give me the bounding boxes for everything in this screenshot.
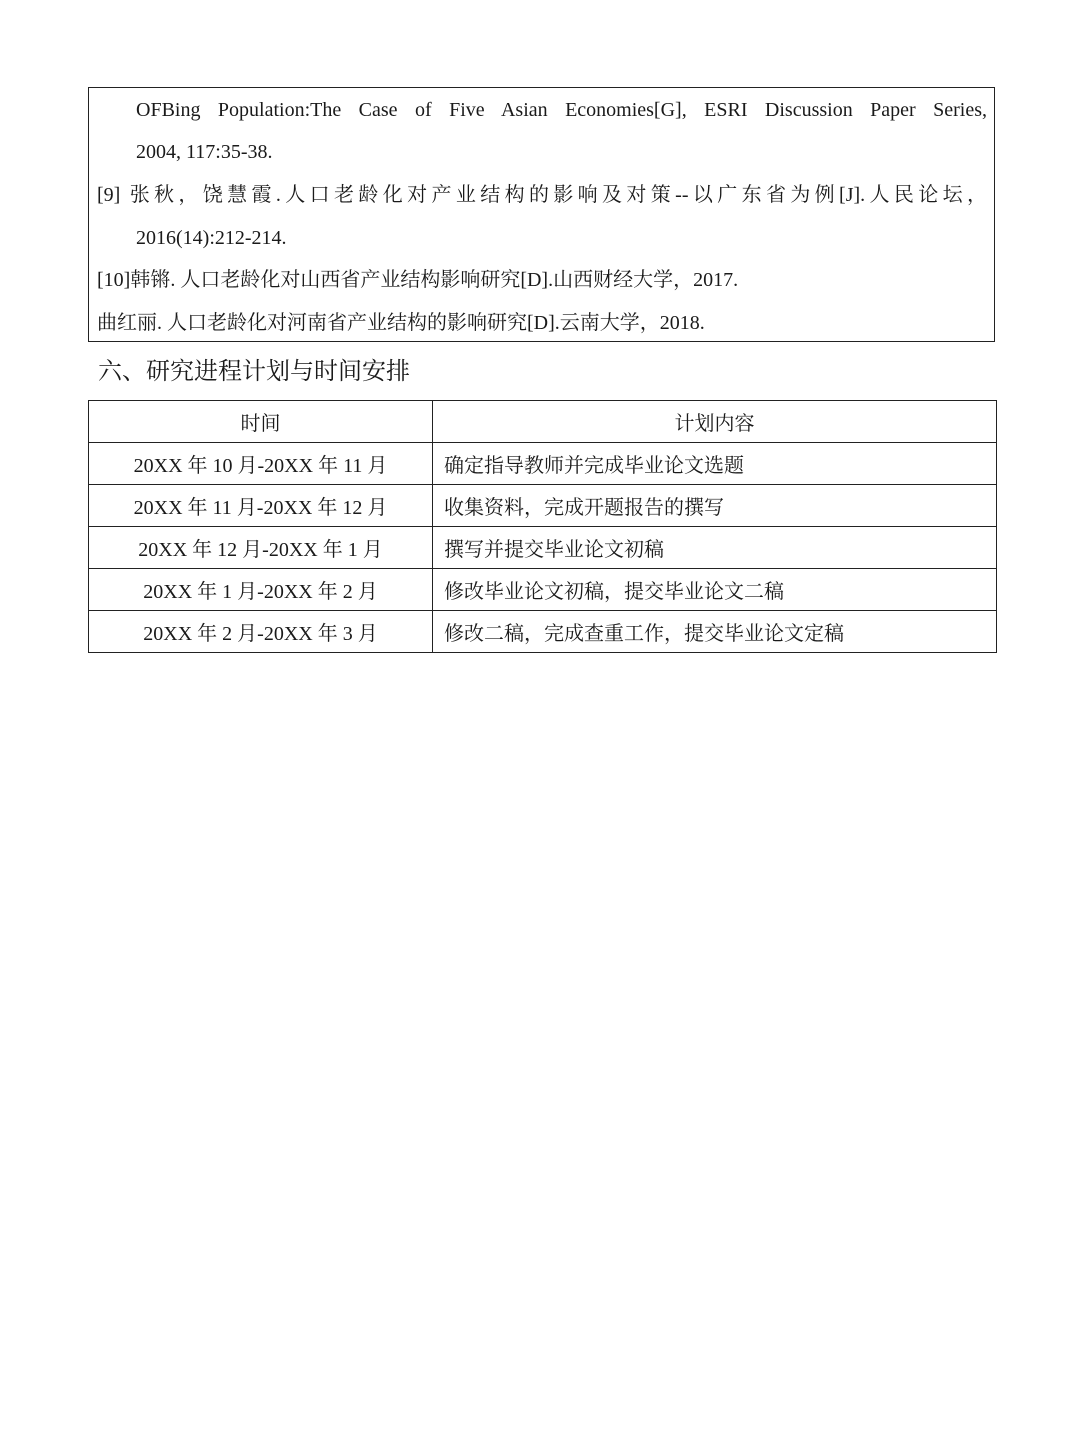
row-plan: 收集资料，完成开题报告的撰写	[433, 485, 997, 527]
reference-line: 曲红丽. 人口老龄化对河南省产业结构的影响研究[D].云南大学，2018.	[97, 312, 705, 334]
header-plan: 计划内容	[433, 401, 997, 443]
row-time: 20XX 年 10 月-20XX 年 11 月	[89, 443, 433, 485]
row-plan: 修改毕业论文初稿，提交毕业论文二稿	[433, 569, 997, 611]
row-plan: 确定指导教师并完成毕业论文选题	[433, 443, 997, 485]
header-time: 时间	[89, 401, 433, 443]
table-header-row	[89, 401, 997, 443]
reference-line: 2016(14):212-214.	[136, 227, 287, 249]
reference-line: OFBing Population:The Case of Five Asian Economies[G], ESRI Discussion Paper Series,	[136, 99, 987, 121]
reference-line: 2004, 117:35-38.	[136, 141, 273, 163]
reference-line: [10]韩锵. 人口老龄化对山西省产业结构影响研究[D].山西财经大学，2017.	[97, 269, 739, 291]
schedule-table	[88, 400, 997, 653]
row-plan: 撰写并提交毕业论文初稿	[433, 527, 997, 569]
row-time: 20XX 年 2 月-20XX 年 3 月	[89, 611, 433, 653]
section-title: 六、研究进程计划与时间安排	[98, 359, 410, 385]
references-box	[88, 87, 995, 342]
table-row	[89, 527, 997, 569]
reference-line: [9] 张秋，饶慧霞.人口老龄化对产业结构的影响及对策--以广东省为例[J].人民论坛，	[97, 184, 987, 206]
table-row	[89, 569, 997, 611]
row-time: 20XX 年 12 月-20XX 年 1 月	[89, 527, 433, 569]
row-plan: 修改二稿，完成查重工作，提交毕业论文定稿	[433, 611, 997, 653]
row-time: 20XX 年 1 月-20XX 年 2 月	[89, 569, 433, 611]
table-row	[89, 611, 997, 653]
table-row	[89, 443, 997, 485]
table-row	[89, 485, 997, 527]
row-time: 20XX 年 11 月-20XX 年 12 月	[89, 485, 433, 527]
